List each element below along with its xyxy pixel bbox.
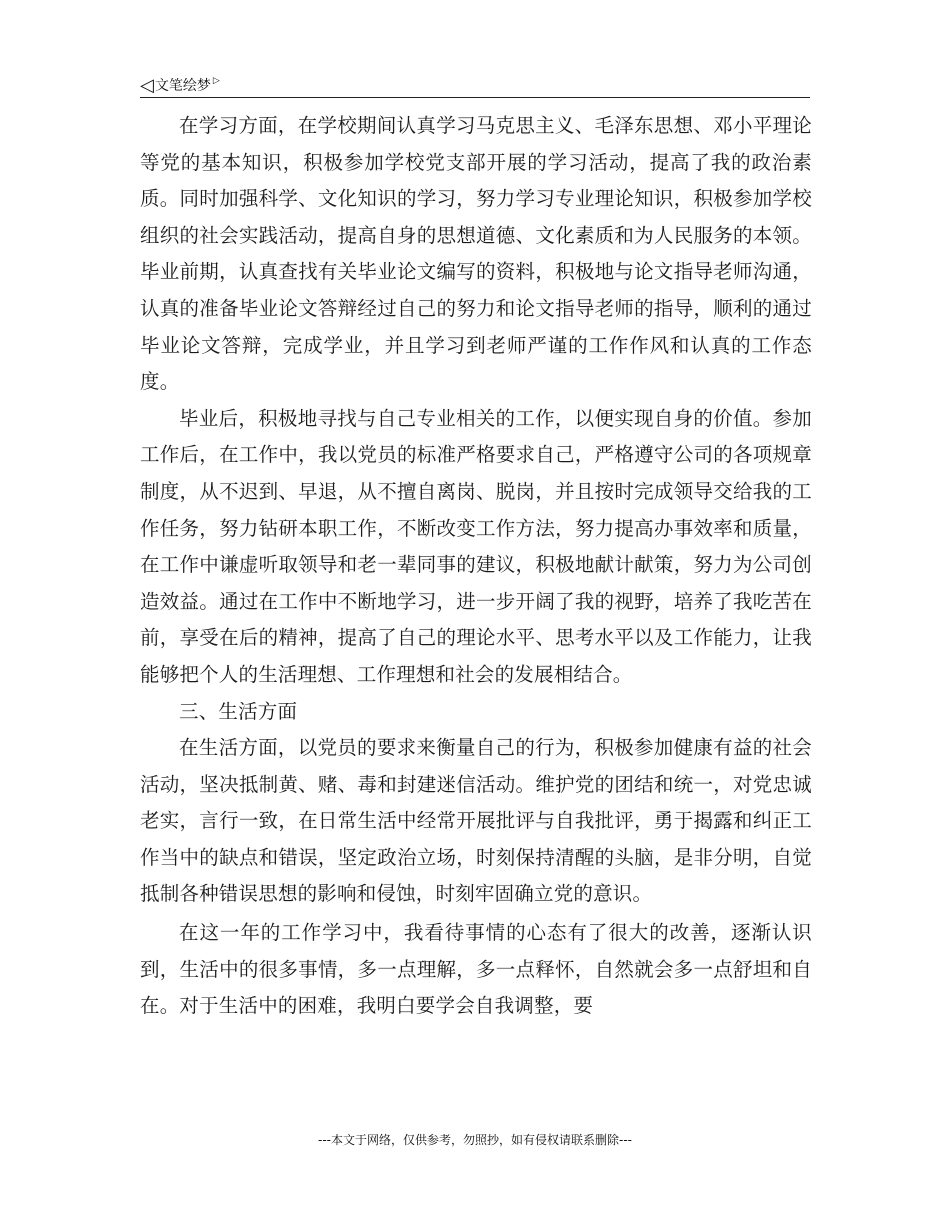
paragraph-study: 在学习方面，在学校期间认真学习马克思主义、毛泽东思想、邓小平理论等党的基本知识，积极参加学校党支部开展的学习活动，提高了我的政治素质。同时加强科学、文化知识的学习，努力学习专业理论知识，积极参加学校组织的社会实践活动，提高自身的思想道德、文化素质和为人民服务的本领。毕业前期，认真查找有关毕业论文编写的资料，积极地与论文指导老师沟通，认真的准备毕业论文答辩经过自己的努力和论文指导老师的指导，顺利的通过毕业论文答辩，完成学业，并且学习到老师严谨的工作作风和认真的工作态度。 (140, 114, 812, 394)
left-triangle-icon: ◁ (140, 75, 154, 96)
page-header (140, 72, 810, 98)
paragraph-reflection: 在这一年的工作学习中，我看待事情的心态有了很大的改善，逐渐认识到，生活中的很多事情，多一点理解，多一点释怀，自然就会多一点舒坦和自在。对于生活中的困难，我明白要学会自我调整，要 (140, 921, 812, 1018)
page-footer-disclaimer: ---本文于网络，仅供参考，勿照抄，如有侵权请联系删除--- (318, 1133, 632, 1147)
header-title: 文笔绘梦 (154, 78, 211, 94)
right-triangle-icon: ▷ (212, 76, 220, 86)
paragraph-work: 毕业后，积极地寻找与自己专业相关的工作，以便实现自身的价值。参加工作后，在工作中，我以党员的标准严格要求自己，严格遵守公司的各项规章制度，从不迟到、早退，从不擅自离岗、脱岗，并且按时完成领导交给我的工作任务，努力钻研本职工作，不断改变工作方法，努力提高办事效率和质量，在工作中谦虚听取领导和老一辈同事的建议，积极地献计献策，努力为公司创造效益。通过在工作中不断地学习，进一步开阔了我的视野，培养了我吃苦在前，享受在后的精神，提高了自己的理论水平、思考水平以及工作能力，让我能够把个人的生活理想、工作理想和社会的发展相结合。 (140, 406, 812, 686)
paragraph-life: 在生活方面，以党员的要求来衡量自己的行为，积极参加健康有益的社会活动，坚决抵制黄、赌、毒和封建迷信活动。维护党的团结和统一，对党忠诚老实，言行一致，在日常生活中经常开展批评与自我批评，勇于揭露和纠正工作当中的缺点和错误，坚定政治立场，时刻保持清醒的头脑，是非分明，自觉抵制各种错误思想的影响和侵蚀，时刻牢固确立党的意识。 (140, 736, 812, 906)
section-heading-life: 三、生活方面 (179, 699, 298, 723)
document-body (140, 108, 812, 1025)
